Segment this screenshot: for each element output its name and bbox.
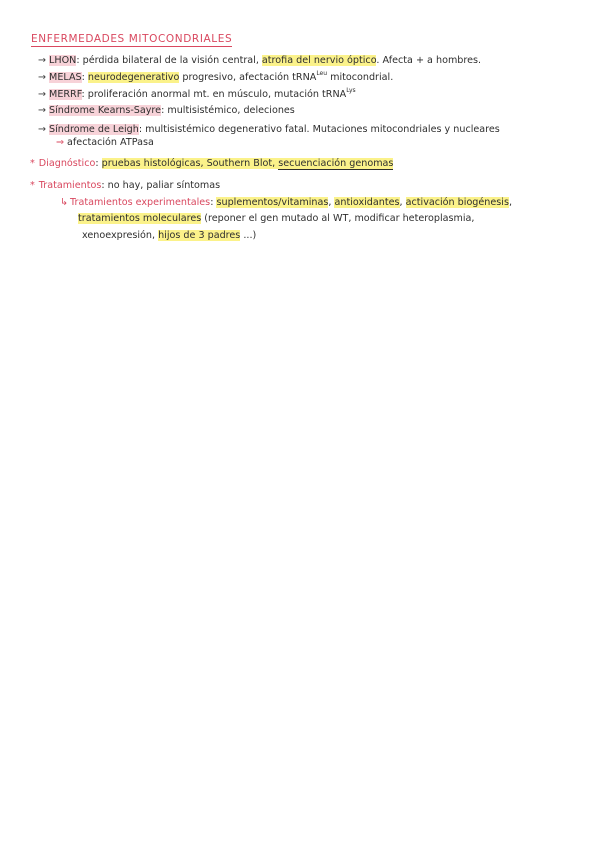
merrf-text-a: : proliferación anormal mt. en músculo, mutación tRNA (81, 89, 347, 100)
experimentales-hl-3: activación biogénesis (405, 197, 509, 208)
lhon-text-b: . Afecta + a hombres. (376, 55, 482, 66)
lhon-item (38, 54, 481, 67)
melas-sup: Leu (316, 70, 328, 77)
experimentales-tail: , (508, 197, 513, 208)
experimentales-sep-2: , (328, 197, 335, 208)
melas-item (38, 71, 393, 84)
melas-text-b: mitocondrial. (327, 72, 394, 83)
diagnostico-highlight-underlined: secuenciación genomas (278, 158, 394, 169)
arrow-icon: → (38, 89, 47, 100)
diagnostico-item (30, 157, 393, 170)
merrf-item (38, 88, 356, 101)
double-arrow-icon: ⇒ (56, 137, 65, 148)
leigh-item (38, 123, 500, 136)
experimentales-line2-text: (reponer el gen mutado al WT, modificar heteroplasmia, (201, 213, 475, 224)
arrow-icon: → (38, 124, 47, 135)
experimentales-hl-1: suplementos/vitaminas (216, 197, 329, 208)
experimentales-line-2 (78, 212, 474, 225)
melas-sep: : (81, 72, 88, 83)
page-title: ENFERMEDADES MITOCONDRIALES (31, 33, 233, 45)
kearns-item (38, 104, 295, 117)
leigh-sub-item (56, 136, 154, 149)
leigh-term: Síndrome de Leigh (49, 124, 139, 135)
sub-arrow-icon: ↳ (60, 197, 69, 208)
kearns-text: : multisistémico, deleciones (161, 105, 295, 116)
diagnostico-highlight: pruebas histológicas, Southern Blot, (101, 158, 279, 169)
experimentales-line3-hl: hijos de 3 padres (158, 230, 241, 241)
experimentales-line3-text-a: xenoexpresión, (82, 230, 159, 241)
experimentales-line2-hl: tratamientos moleculares (78, 213, 202, 224)
tratamientos-item (30, 179, 220, 192)
melas-highlight: neurodegenerativo (87, 72, 180, 83)
star-bullet-icon: * (30, 180, 35, 191)
experimentales-line-3 (82, 229, 256, 242)
melas-text-a: progresivo, afectación tRNA (179, 72, 317, 83)
tratamientos-text: : no hay, paliar síntomas (101, 180, 221, 191)
experimentales-line-1 (60, 196, 512, 209)
star-bullet-icon: * (30, 158, 35, 169)
lhon-text-a: : pérdida bilateral de la visión central, (76, 55, 262, 66)
lhon-term: LHON (49, 55, 77, 66)
diagnostico-label: Diagnóstico (38, 158, 96, 169)
leigh-sub-text: afectación ATPasa (67, 137, 154, 148)
experimentales-sep-3: , (399, 197, 406, 208)
experimentales-hl-2: antioxidantes (334, 197, 400, 208)
tratamientos-label: Tratamientos (38, 180, 102, 191)
arrow-icon: → (38, 72, 47, 83)
experimentales-sep: : (210, 197, 217, 208)
arrow-icon: → (38, 105, 47, 116)
merrf-sup: Lys (346, 87, 356, 94)
kearns-term: Síndrome Kearns-Sayre (49, 105, 162, 116)
merrf-term: MERRF (49, 89, 82, 100)
diagnostico-sep: : (95, 158, 102, 169)
melas-term: MELAS (49, 72, 82, 83)
experimentales-label: Tratamientos experimentales (70, 197, 211, 208)
leigh-text: : multisistémico degenerativo fatal. Mutaciones mitocondriales y nucleares (138, 124, 500, 135)
arrow-icon: → (38, 55, 47, 66)
experimentales-line3-text-b: ...) (240, 230, 257, 241)
lhon-highlight: atrofia del nervio óptico (261, 55, 377, 66)
